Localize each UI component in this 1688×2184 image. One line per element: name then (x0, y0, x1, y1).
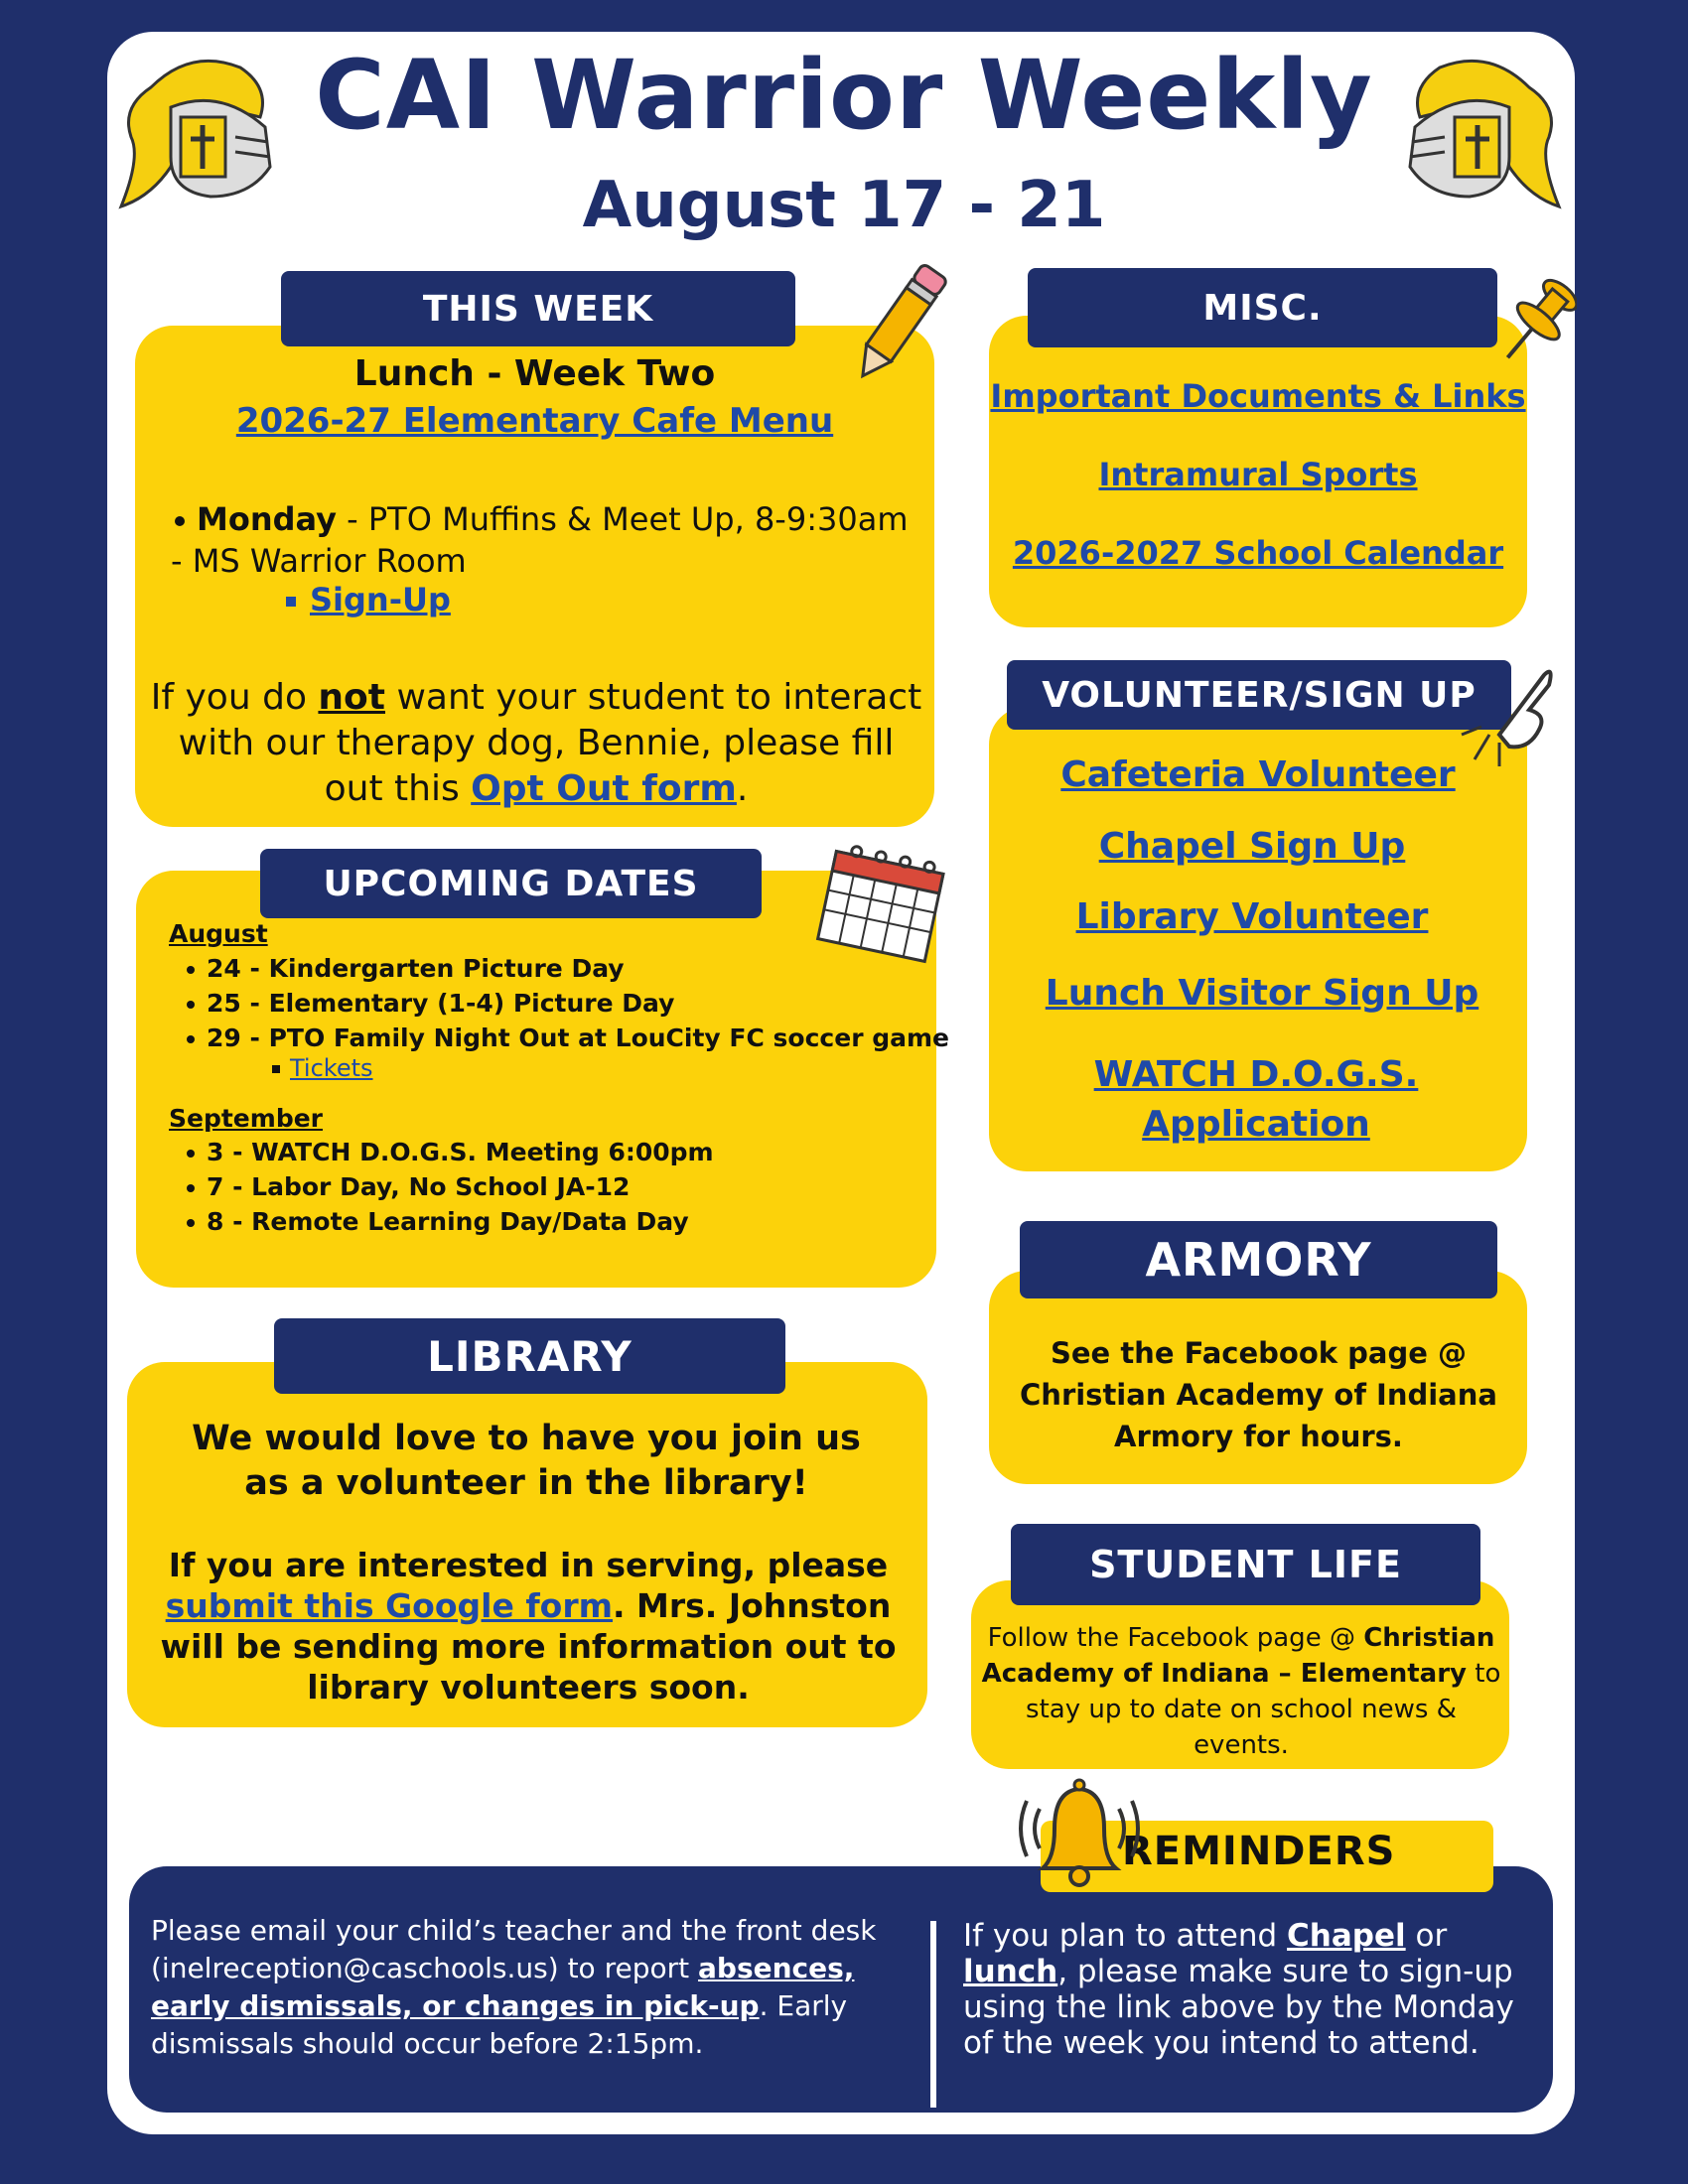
reminders-left-pre: Please email your child’s teacher and the front desk (inelreception@caschools.us) to report (151, 1914, 877, 1984)
list-item (187, 986, 949, 1021)
reminders-left-post: . Early dismissals should occur before 2:15pm. (151, 1989, 848, 2060)
reminders-right-pre: If you plan to attend (963, 1918, 1288, 1954)
bullet (187, 966, 195, 974)
list-item (187, 1169, 714, 1204)
google-form-link[interactable]: submit this Google form (165, 1586, 614, 1625)
monday-item (171, 498, 925, 582)
opt-out-link[interactable]: Opt Out form (471, 768, 737, 809)
reminders-right-or: or (1405, 1918, 1448, 1954)
upcoming-dates-heading: UPCOMING DATES (260, 849, 762, 918)
student-life-post: to stay up to date on school news & events. (1026, 1659, 1501, 1760)
intramural-sports-link[interactable]: Intramural Sports (1098, 456, 1418, 493)
list-item (187, 951, 949, 986)
cafeteria-volunteer-link[interactable]: Cafeteria Volunteer (1060, 754, 1456, 795)
bullet (272, 1065, 280, 1073)
september-label: September (169, 1104, 323, 1133)
lunch-week: Lunch - Week Two (353, 353, 716, 394)
tickets-item (272, 1054, 373, 1082)
push-pin-icon (1497, 273, 1577, 372)
bullet (187, 1150, 195, 1158)
reminders-left-text (151, 1912, 925, 2063)
library-invite: We would love to have you join us as a volunteer in the library! (192, 1419, 861, 1503)
reminders-divider (930, 1921, 936, 2108)
warrior-helmet-icon (111, 48, 280, 216)
list-item (187, 1135, 714, 1169)
this-week-heading: THIS WEEK (281, 271, 795, 346)
date-item-text: 7 - Labor Day, No School JA-12 (207, 1172, 631, 1201)
list-item (187, 1204, 714, 1239)
lunch-text: lunch (963, 1954, 1058, 1989)
monday-label: Monday (197, 500, 337, 538)
misc-heading: MISC. (1028, 268, 1497, 347)
date-item-text: 29 - PTO Family Night Out at LouCity FC soccer game (207, 1024, 949, 1052)
library-details (131, 1545, 925, 1707)
bullet (187, 1001, 195, 1009)
list-item (187, 1021, 949, 1055)
important-documents-link[interactable]: Important Documents & Links (990, 377, 1526, 415)
school-calendar-link[interactable]: 2026-2027 School Calendar (1012, 534, 1504, 572)
student-life-heading: STUDENT LIFE (1011, 1524, 1480, 1605)
signup-item (286, 581, 451, 618)
signup-link[interactable]: Sign-Up (310, 581, 451, 618)
student-life-pre: Follow the Facebook page @ (987, 1623, 1364, 1653)
bell-icon (1015, 1769, 1144, 1898)
library-volunteer-link[interactable]: Library Volunteer (1075, 896, 1429, 937)
august-label: August (169, 919, 268, 948)
chapel-signup-link[interactable]: Chapel Sign Up (1098, 826, 1406, 867)
tickets-link[interactable]: Tickets (290, 1054, 373, 1082)
lunch-visitor-link[interactable]: Lunch Visitor Sign Up (1045, 973, 1479, 1014)
date-item-text: 3 - WATCH D.O.G.S. Meeting 6:00pm (207, 1138, 714, 1166)
reminders-left-bold: absences, early dismissals, or changes in pick-up (151, 1952, 855, 2022)
reminders-right-post: , please make sure to sign-up using the link above by the Monday of the week you intend to attend. (963, 1954, 1514, 2061)
bullet (286, 597, 296, 607)
library-heading: LIBRARY (274, 1318, 785, 1394)
therapy-dog-note (149, 675, 923, 812)
reminders-heading: REMINDERS (1122, 1829, 1396, 1874)
cafe-menu-link[interactable]: 2026-27 Elementary Cafe Menu (235, 401, 834, 441)
armory-heading: ARMORY (1020, 1221, 1497, 1298)
august-list (187, 951, 949, 1055)
bullet (187, 1035, 195, 1043)
bullet (187, 1219, 195, 1227)
watch-dogs-link[interactable]: WATCH D.O.G.S. Application (1093, 1054, 1419, 1145)
dog-text-not: not (318, 677, 385, 718)
student-life-text (978, 1620, 1504, 1763)
dog-text-mid: want your student to interact with our therapy dog, Bennie, please fill out this (178, 677, 922, 809)
chapel-text: Chapel (1287, 1918, 1406, 1954)
dog-text-end: . (736, 768, 749, 809)
calendar-icon (806, 844, 955, 968)
newsletter-title: CAI Warrior Weekly (315, 40, 1373, 151)
warrior-helmet-icon (1400, 48, 1569, 216)
library-text-post: . Mrs. Johnston will be sending more information out to library volunteers soon. (160, 1586, 897, 1706)
dog-text-pre: If you do (150, 677, 319, 718)
newsletter-dates: August 17 - 21 (582, 169, 1106, 242)
library-text-pre: If you are interested in serving, please (168, 1546, 889, 1584)
bullet (187, 1184, 195, 1192)
student-life-bold: Christian Academy of Indiana – Elementary (981, 1623, 1495, 1689)
date-item-text: 8 - Remote Learning Day/Data Day (207, 1207, 689, 1236)
reminders-right-text (963, 1918, 1539, 2061)
armory-text: See the Facebook page @ Christian Academy of Indiana Armory for hours. (1020, 1336, 1497, 1453)
september-list (187, 1135, 714, 1239)
monday-text: - PTO Muffins & Meet Up, 8-9:30am - MS Warrior Room (171, 500, 909, 580)
volunteer-heading: VOLUNTEER/SIGN UP (1007, 660, 1511, 730)
date-item-text: 25 - Elementary (1-4) Picture Day (207, 989, 675, 1018)
date-item-text: 24 - Kindergarten Picture Day (207, 954, 625, 983)
bullet (175, 516, 185, 526)
